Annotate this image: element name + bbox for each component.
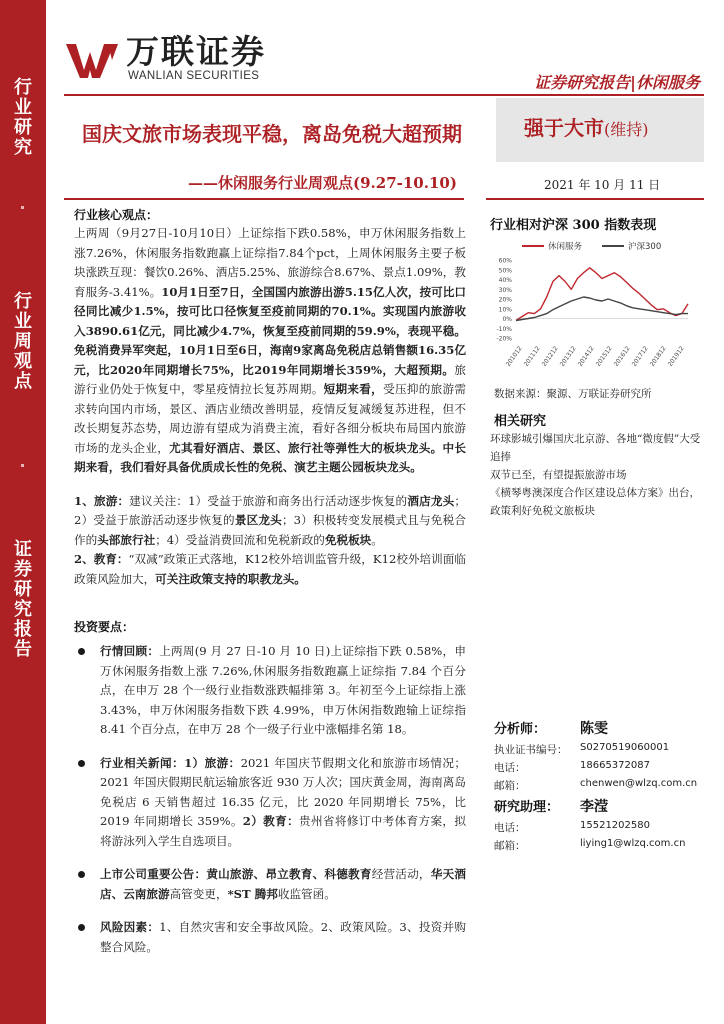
chart-y-axis (496, 258, 512, 343)
investment-highlights (74, 642, 466, 971)
sidebar-divider-dot (21, 464, 24, 467)
related-research-item[interactable]: 环球影城引爆国庆北京游、各地“微度假”大受追捧 (490, 433, 701, 463)
assistant-phone: 15521202580 (580, 820, 650, 831)
x-tick-label: 201712 (630, 345, 650, 368)
relative-performance-chart (486, 236, 704, 376)
analyst-name: 陈雯 (580, 721, 608, 737)
y-tick-label: 30% (498, 286, 512, 294)
related-research-item[interactable]: 《横琴粤澳深度合作区建设总体方案》出台，政策利好免税文旅板块 (490, 487, 700, 517)
wanlian-logo-icon (64, 40, 120, 80)
x-tick-label: 201212 (540, 345, 560, 368)
risk-factors-item: 风险因素：1、自然灾害和安全事故风险。2、政策风险。3、投资并购整合风险。 (74, 918, 466, 957)
core-views-paragraph: 上两周（9月27日-10月10日）上证综指下跌0.58%，申万休闲服务指数上涨7.26%，休闲服务指数跑赢上证综指7.84个pct，上周休闲服务主要子板块涨跌互现：餐饮0.26%、酒店5.25%、旅游综合8.67%、景点1.09%，教育服务-3.41%。10月1日至7日，全国国内旅游出游5.15亿人次，按可比口径同比减少1.5%，按可比口径恢复至疫前同期的70.1%。实现国内旅游收入3890.61亿元，同比减少4.7%，恢复至疫前同期的59.9%，表现平稳。免税消费异军突起，10月1日至6日，海南9家离岛免税店总销售额16.35亿元，比2020年同期增长75%，比2019年同期增长359%，大超预期。旅游行业仍处于恢复中，零星疫情拉长复苏周期。短期来看，受压抑的旅游需求转向国内市场，景区、酒店业绩改善明显，疫情反复减缓复苏进程，但不改长期复苏态势，周边游有望成为消费主流，看好各细分板块布局国内旅游市场的龙头企业，尤其看好酒店、景区、旅行社等弹性大的板块龙头。中长期来看，我们看好具备优质成长性的免税、演艺主题公园板块龙头。 (74, 226, 466, 474)
analyst-info (494, 718, 704, 856)
section-rule-left (64, 198, 464, 200)
chart-legend (522, 241, 661, 252)
x-tick-label: 201512 (594, 345, 614, 368)
brand-name-cn: 万联证券 (126, 32, 266, 71)
analyst-cert: S0270519060001 (580, 742, 670, 753)
analyst-name-row: 分析师： 陈雯 (494, 718, 704, 742)
chart-svg (486, 236, 704, 376)
x-tick-label: 201112 (522, 345, 542, 368)
y-tick-label: -20% (496, 335, 512, 343)
header-rule (64, 94, 704, 96)
analyst-email-row: 邮箱： chenwen@wlzq.com.cn (494, 778, 698, 792)
chart-title: 行业相对沪深 300 指数表现 (490, 218, 657, 233)
chart-series (516, 268, 688, 321)
bullet-dot-icon (78, 924, 85, 931)
y-tick-label: -10% (496, 325, 512, 333)
tourism-recommendation: 1、旅游：建议关注：1）受益于旅游和商务出行活动逐步恢复的酒店龙头；2）受益于旅游活动逐步恢复的景区龙头；3）积极转变发展模式且与免税合作的头部旅行社；4）受益消费回流和免税新政的免税板块。 (74, 493, 466, 547)
x-tick-label: 201412 (576, 345, 596, 368)
bullet-dot-icon (78, 871, 85, 878)
industry-rating (524, 112, 649, 141)
report-subtitle: ——休闲服务行业周观点(9.27-10.10) (188, 174, 457, 192)
analyst-phone: 18665372087 (580, 760, 650, 771)
x-tick-label: 201312 (558, 345, 578, 368)
assistant-email-row: 邮箱： liying1@wlzq.com.cn (494, 838, 686, 852)
assistant-name-row: 研究助理： 李滢 (494, 796, 704, 820)
chart-source: 数据来源：聚源、万联证券研究所 (494, 388, 652, 400)
section-rule-right (486, 198, 704, 200)
analyst-email[interactable]: chenwen@wlzq.com.cn (580, 778, 698, 789)
x-tick-label: 201912 (666, 345, 686, 368)
sidebar-label-industry-research: 行 业 研 究 (14, 77, 32, 158)
report-category-tag: 证券研究报告|休闲服务 (534, 73, 700, 92)
legend-label: 休闲服务 (548, 242, 583, 252)
y-tick-label: 60% (498, 257, 512, 265)
brand-name-en: WANLIAN SECURITIES (128, 70, 260, 82)
legend-label: 沪深300 (628, 242, 662, 252)
related-research-list (490, 430, 704, 520)
sidebar (0, 0, 46, 1024)
y-tick-label: 50% (498, 267, 512, 275)
analyst-cert-row: 执业证书编号： S0270519060001 (494, 742, 670, 756)
analyst-phone-row: 电话： 18665372087 (494, 760, 650, 774)
x-tick-label: 201612 (612, 345, 632, 368)
x-tick-label: 201812 (648, 345, 668, 368)
related-research-title: 相关研究 (494, 414, 547, 429)
y-tick-label: 0% (502, 316, 512, 323)
x-tick-label: 201012 (504, 345, 524, 368)
bullet-dot-icon (78, 760, 85, 767)
company-announcements-item: 上市公司重要公告：黄山旅游、昂立教育、科德教育经营活动，华天酒店、云南旅游高管变更，*ST 腾邦收监管函。 (74, 865, 466, 904)
core-views-title: 行业核心观点： (74, 208, 159, 222)
related-research-item[interactable]: 双节已至，有望提振旅游市场 (490, 469, 627, 481)
report-date: 2021 年 10 月 11 日 (544, 178, 661, 192)
investment-highlights-title: 投资要点： (74, 620, 135, 634)
y-tick-label: 20% (498, 296, 512, 304)
industry-news-item: 行业相关新闻：1）旅游：2021 年国庆节假期文化和旅游市场情况；2021 年国庆假期民航运输旅客近 930 万人次；国庆黄金周，海南离岛免税店 6 天销售超过 16.35 亿元，比 2020 年同期增长 75%，比 2019 年同期增长 359%。2）教育：贵州省将修订中考体育方案，拟将游泳列入学生自选项目。 (74, 754, 466, 852)
sidebar-divider-dot (21, 206, 24, 209)
assistant-phone-row: 电话： 15521202580 (494, 820, 650, 834)
bullet-dot-icon (78, 648, 85, 655)
sidebar-label-securities-report: 证 券 研 究 报 告 (14, 539, 32, 660)
rating-value: 强于大市 (524, 116, 604, 140)
market-review-item: 行情回顾：上两周(9 月 27 日-10 月 10 日)上证综指下跌 0.58%，申万休闲服务指数上涨 7.26%,休闲服务指数跑赢上证综指 7.84 个百分点，在申万 28 个一级行业指数涨跌幅排第 3。年初至今上证综指上涨 3.43%，申万休闲服务指数下跌 4.99%，申万休闲指数跑输上证综指 8.41 个百分点，在申万 28 个一级子行业中涨幅排名第 18。 (74, 642, 466, 740)
y-tick-label: 40% (498, 277, 512, 284)
report-title: 国庆文旅市场表现平稳，离岛免税大超预期 (82, 122, 462, 146)
rating-sub: (维持) (604, 120, 649, 139)
y-tick-label: 10% (498, 306, 512, 314)
education-recommendation: 2、教育：“双减”政策正式落地，K12校外培训监管升级，K12校外培训面临政策风险加大，可关注政策支持的职教龙头。 (74, 552, 466, 586)
assistant-email[interactable]: liying1@wlzq.com.cn (580, 838, 686, 849)
chart-x-axis (505, 319, 688, 368)
sidebar-label-weekly-view: 行 业 周 观 点 (14, 291, 32, 392)
assistant-name: 李滢 (580, 799, 608, 815)
core-views-section (74, 206, 466, 589)
